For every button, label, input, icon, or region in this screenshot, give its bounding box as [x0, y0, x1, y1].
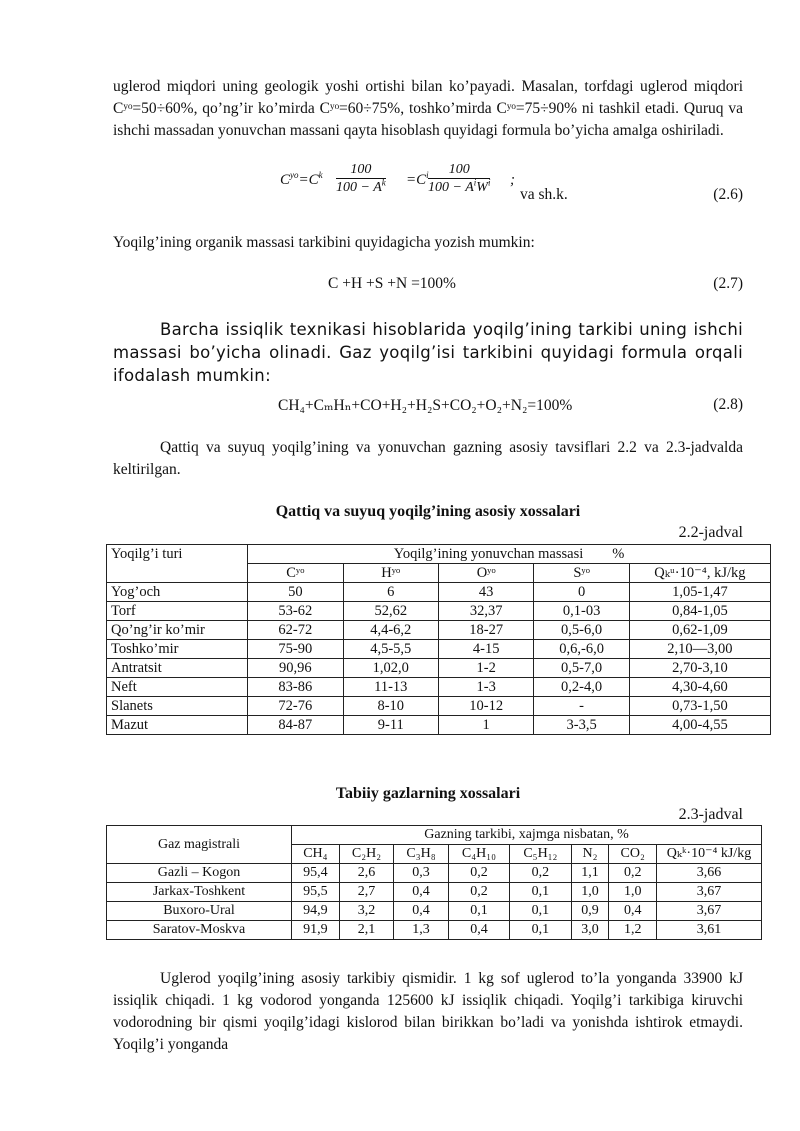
- equation-number-2-6: (2.6): [713, 186, 743, 203]
- equation-number-2-8: (2.8): [713, 396, 743, 413]
- table-header-gas-line: Gaz magistrali: [107, 826, 292, 864]
- paragraph-carbon-heat: Uglerod yoqilg’ining asosiy tarkibiy qismidir. 1 kg sof uglerod to’la yonganda 33900 kJ issiqlik chiqadi. 1 kg vodorod yonganda 125600 kJ issiqlik chiqadi. Yoqilg’i tarkibiga kiruvchi vodorodning bir qismi yoqilg’idagi kislorod bilan birikkan bo’ladi va yonishda ishtirok etmaydi. Yoqilg’i yonganda: [113, 970, 743, 1053]
- table-row: [107, 678, 771, 697]
- table-cell: 94,9: [292, 902, 340, 921]
- table-2-2-label: 2.2-jadval: [678, 524, 743, 541]
- table-cell: 32,37: [438, 602, 533, 621]
- table-cell: 11-13: [343, 678, 438, 697]
- table-header-c5h12: C₅H₁₂: [510, 845, 571, 864]
- table-row: [107, 583, 771, 602]
- table-header-q: Qₖᵏ·10⁻⁴ kJ/kg: [657, 845, 762, 864]
- table-cell: 0,2: [609, 864, 657, 883]
- table-cell: 0,84-1,05: [629, 602, 770, 621]
- table-header-c: Cʸᵒ: [248, 564, 343, 583]
- table-cell: 50: [248, 583, 343, 602]
- table-cell: 6: [343, 583, 438, 602]
- row-label-cell: Yog’och: [107, 583, 248, 602]
- table-cell: 1,0: [609, 883, 657, 902]
- table-header-s: Sʸᵒ: [534, 564, 629, 583]
- table-2-3: [106, 825, 762, 940]
- formula-2-6: $C^{yo}=C^k$ $\frac{100}{100 - A^k}$ $=C^i$ 100 $100 - A^iW^i$ ; va sh.k.: [280, 162, 568, 203]
- table-cell: 1-2: [438, 659, 533, 678]
- row-label-cell: Antratsit: [107, 659, 248, 678]
- table-cell: 4,30-4,60: [629, 678, 770, 697]
- table-cell: 1,02,0: [343, 659, 438, 678]
- table-cell: 0,2-4,0: [534, 678, 629, 697]
- table-cell: 53-62: [248, 602, 343, 621]
- table-cell: 0,6,-6,0: [534, 640, 629, 659]
- paragraph-organic-mass: Yoqilg’ining organik massasi tarkibini quyidagicha yozish mumkin:: [113, 234, 535, 251]
- table-cell: 2,70-3,10: [629, 659, 770, 678]
- table-cell: 0,73-1,50: [629, 697, 770, 716]
- table-header-gas-composition: Gazning tarkibi, xajmga nisbatan, %: [292, 826, 762, 845]
- table-cell: 83-86: [248, 678, 343, 697]
- table-row: [107, 621, 771, 640]
- table-header-h: Hʸᵒ: [343, 564, 438, 583]
- table-cell: 2,10—3,00: [629, 640, 770, 659]
- row-label-cell: Jarkax-Toshkent: [107, 883, 292, 902]
- table-cell: 3,67: [657, 883, 762, 902]
- table-header-c2h2: C₂H₂: [339, 845, 393, 864]
- table-2-3-label: 2.3-jadval: [678, 806, 743, 823]
- table-cell: 0,1: [510, 883, 571, 902]
- table-cell: 90,96: [248, 659, 343, 678]
- row-label-cell: Slanets: [107, 697, 248, 716]
- table-2-3-title: Tabiiy gazlarning xossalari: [335, 785, 521, 802]
- table-2-2: [106, 544, 771, 735]
- equation-number-2-7: (2.7): [713, 275, 743, 292]
- table-cell: 95,4: [292, 864, 340, 883]
- table-cell: 0,1: [510, 921, 571, 940]
- table-cell: 18-27: [438, 621, 533, 640]
- table-cell: 91,9: [292, 921, 340, 940]
- table-cell: 1,0: [571, 883, 609, 902]
- table-cell: 4,5-5,5: [343, 640, 438, 659]
- table-cell: 3,2: [339, 902, 393, 921]
- table-cell: 0: [534, 583, 629, 602]
- table-cell: 52,62: [343, 602, 438, 621]
- table-2-2-title: Qattiq va suyuq yoqilg’ining asosiy xossalari: [275, 503, 581, 520]
- table-cell: 4,00-4,55: [629, 716, 770, 735]
- row-label-cell: Toshko’mir: [107, 640, 248, 659]
- table-cell: 0,1: [510, 902, 571, 921]
- formula-2-7: C +H +S +N =100%: [328, 275, 456, 292]
- paragraph-gas-composition: Barcha issiqlik texnikasi hisoblarida yoqilg’ining tarkibi uning ishchi massasi bo’yicha olinadi. Gaz yoqilg’isi tarkibini quyidagi formula orqali ifodalash mumkin:: [113, 320, 743, 385]
- table-cell: 0,2: [448, 864, 509, 883]
- table-cell: 0,4: [394, 902, 448, 921]
- table-cell: 0,3: [394, 864, 448, 883]
- table-cell: 0,4: [394, 883, 448, 902]
- table-cell: 4-15: [438, 640, 533, 659]
- table-cell: 0,62-1,09: [629, 621, 770, 640]
- table-cell: 1,2: [609, 921, 657, 940]
- table-header-c3h8: C₃H₈: [394, 845, 448, 864]
- table-header-ch4: CH₄: [292, 845, 340, 864]
- table-cell: 3-3,5: [534, 716, 629, 735]
- table-cell: 95,5: [292, 883, 340, 902]
- table-cell: 0,2: [510, 864, 571, 883]
- table-cell: 9-11: [343, 716, 438, 735]
- paragraph-carbon-age: uglerod miqdori uning geologik yoshi ortishi bilan ko’payadi. Masalan, torfdagi uglerod miqdori Cʸᵒ=50÷60%, qo’ng’ir ko’mirda Cʸᵒ=60÷75%, toshko’mirda Cʸᵒ=75÷90% ni tashkil etadi. Quruq va ishchi massadan yonuvchan massani qayta hisoblash quyidagi formula bo’yicha amalga oshiriladi.: [113, 78, 743, 139]
- paragraph-table-reference: Qattiq va suyuq yoqilg’ining va yonuvchan gazning asosiy tavsiflari 2.2 va 2.3-jadvalda keltirilgan.: [113, 439, 743, 478]
- table-cell: 43: [438, 583, 533, 602]
- table-header-combustible-mass: Yoqilg’ining yonuvchan massasi %: [248, 545, 771, 564]
- table-header-q: Qₖᵘ·10⁻⁴, kJ/kg: [629, 564, 770, 583]
- table-cell: 3,61: [657, 921, 762, 940]
- table-cell: 0,9: [571, 902, 609, 921]
- table-row: [107, 640, 771, 659]
- table-header-co2: CO₂: [609, 845, 657, 864]
- table-cell: 3,0: [571, 921, 609, 940]
- table-cell: 84-87: [248, 716, 343, 735]
- table-cell: -: [534, 697, 629, 716]
- table-header-fuel-type: Yoqilg’i turi: [107, 545, 248, 583]
- table-row: [107, 602, 771, 621]
- table-cell: 0,1: [448, 902, 509, 921]
- table-cell: 0,5-7,0: [534, 659, 629, 678]
- table-row: [107, 902, 762, 921]
- table-row: [107, 883, 762, 902]
- table-row: [107, 716, 771, 735]
- table-header-c4h10: C₄H₁₀: [448, 845, 509, 864]
- table-row: [107, 921, 762, 940]
- table-cell: 1,3: [394, 921, 448, 940]
- row-label-cell: Qo’ng’ir ko’mir: [107, 621, 248, 640]
- row-label-cell: Neft: [107, 678, 248, 697]
- table-cell: 0,4: [448, 921, 509, 940]
- table-row: [107, 697, 771, 716]
- table-cell: 0,2: [448, 883, 509, 902]
- row-label-cell: Gazli – Kogon: [107, 864, 292, 883]
- table-header-n2: N₂: [571, 845, 609, 864]
- table-cell: 2,1: [339, 921, 393, 940]
- row-label-cell: Buxoro-Ural: [107, 902, 292, 921]
- table-cell: 2,6: [339, 864, 393, 883]
- table-cell: 10-12: [438, 697, 533, 716]
- table-cell: 1-3: [438, 678, 533, 697]
- table-cell: 3,67: [657, 902, 762, 921]
- table-cell: 62-72: [248, 621, 343, 640]
- table-cell: 2,7: [339, 883, 393, 902]
- row-label-cell: Torf: [107, 602, 248, 621]
- table-cell: 0,1-03: [534, 602, 629, 621]
- row-label-cell: Mazut: [107, 716, 248, 735]
- table-header-o: Oʸᵒ: [438, 564, 533, 583]
- formula-2-8: CH₄+CₘHₙ+CO+H₂+H₂S+CO₂+O₂+N₂=100%: [278, 397, 573, 414]
- table-cell: 1: [438, 716, 533, 735]
- table-cell: 4,4-6,2: [343, 621, 438, 640]
- table-cell: 3,66: [657, 864, 762, 883]
- table-cell: 0,4: [609, 902, 657, 921]
- table-cell: 72-76: [248, 697, 343, 716]
- table-cell: 8-10: [343, 697, 438, 716]
- table-cell: 0,5-6,0: [534, 621, 629, 640]
- table-row: [107, 864, 762, 883]
- table-cell: 75-90: [248, 640, 343, 659]
- table-row: [107, 659, 771, 678]
- table-cell: 1,1: [571, 864, 609, 883]
- table-cell: 1,05-1,47: [629, 583, 770, 602]
- row-label-cell: Saratov-Moskva: [107, 921, 292, 940]
